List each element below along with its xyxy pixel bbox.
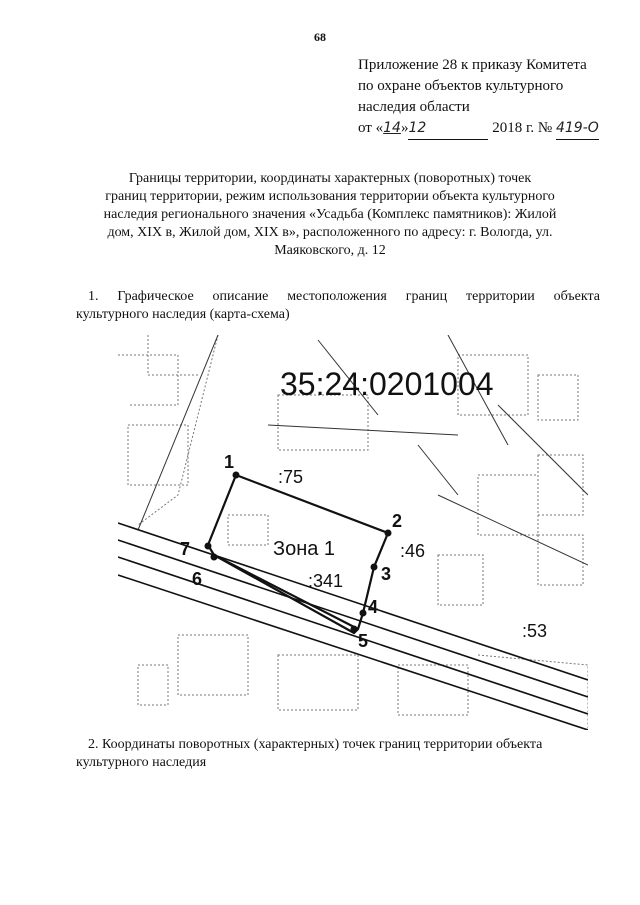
- appendix-line-2: по охране объектов культурного: [358, 78, 564, 94]
- point-3-marker: [371, 564, 378, 571]
- page-number: 68: [314, 30, 326, 44]
- point-2-marker: [385, 530, 392, 537]
- point-5-label: 5: [358, 631, 369, 651]
- section-1-line-2: культурного наследия (карта-схема): [76, 307, 290, 322]
- date-prefix: от «: [358, 120, 384, 136]
- point-3-label: 3: [381, 564, 392, 584]
- appendix-line-1: Приложение 28 к приказу Комитета: [358, 57, 587, 73]
- point-5-marker: [351, 626, 358, 633]
- zone-label: Зона 1: [273, 538, 336, 560]
- section-2-line-1: 2. Координаты поворотных (характерных) точек границ территории объекта: [88, 737, 543, 752]
- section-1-line-1: 1. Графическое описание местоположения границ территории объекта: [88, 289, 600, 304]
- point-6-label: 6: [192, 569, 203, 589]
- appendix-date-line: [358, 118, 618, 140]
- appendix-line-3: наследия области: [358, 99, 470, 115]
- appendix-header: [358, 55, 618, 140]
- section-1-heading: [76, 288, 600, 324]
- parcel-341-label: :341: [308, 571, 344, 591]
- cadastral-map: [118, 335, 588, 730]
- point-2-label: 2: [392, 511, 403, 531]
- date-month: 12: [408, 118, 488, 140]
- map-drawing: [118, 335, 588, 730]
- title-line-5: Маяковского, д. 12: [274, 243, 386, 258]
- cadastral-quarter-label: 35:24:0201004: [280, 366, 494, 402]
- point-4-label: 4: [368, 597, 379, 617]
- order-number: 419-О: [556, 118, 599, 140]
- title-line-1: Границы территории, координаты характерных (поворотных) точек: [128, 171, 532, 186]
- title-line-3: наследия регионального значения «Усадьба (Комплекс памятников): Жилой: [103, 207, 557, 222]
- point-1-label: 1: [224, 452, 235, 472]
- title-line-4: дом, XIX в, Жилой дом, XIX в», расположенного по адресу: г. Вологда, ул.: [107, 225, 553, 240]
- section-2-heading: [76, 736, 600, 772]
- section-2-line-2: культурного наследия: [76, 755, 207, 770]
- parcel-46-label: :46: [400, 541, 426, 561]
- parcel-75-label: :75: [278, 467, 304, 487]
- point-7-marker: [205, 543, 212, 550]
- title-line-2: границ территории, режим использования территории объекта культурного: [105, 189, 555, 204]
- point-4-marker: [360, 610, 367, 617]
- point-7-label: 7: [180, 539, 191, 559]
- parcel-53-label: :53: [522, 621, 548, 641]
- point-1-marker: [233, 472, 240, 479]
- point-6-marker: [211, 554, 218, 561]
- document-title: [60, 170, 600, 260]
- date-year: 2018 г. №: [492, 120, 553, 136]
- date-mid: »: [400, 120, 409, 136]
- date-day: 14: [383, 120, 401, 136]
